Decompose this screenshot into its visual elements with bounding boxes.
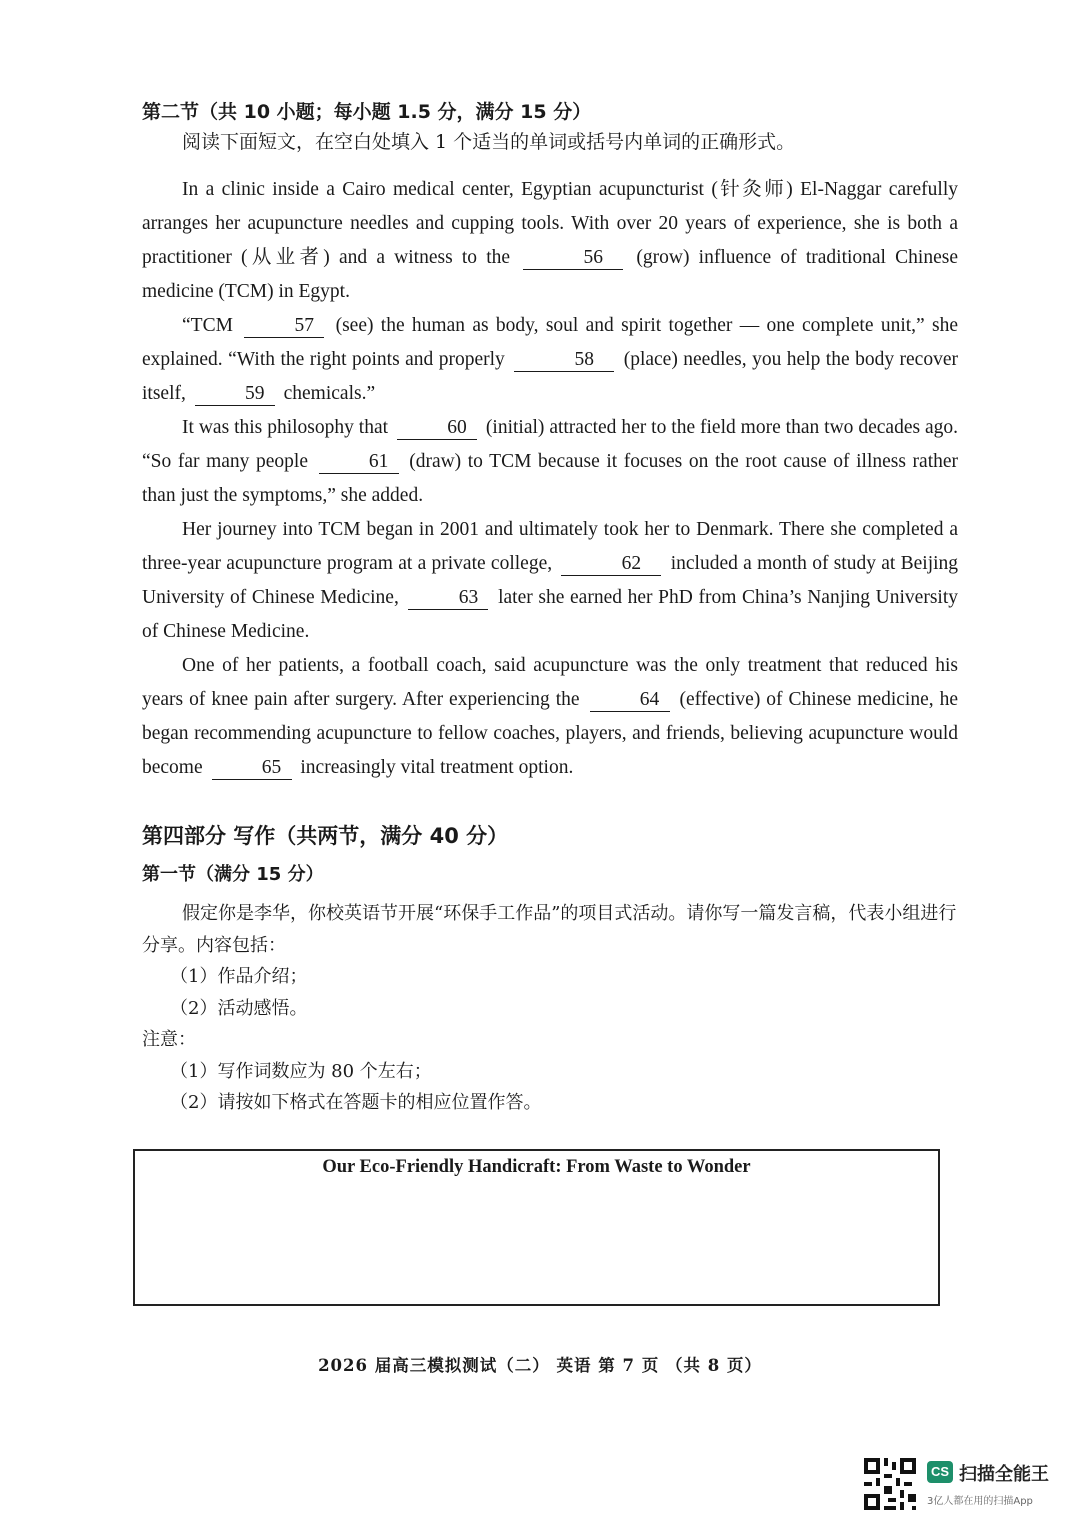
scanner-watermark xyxy=(864,1458,1064,1510)
notes-label: 注意： xyxy=(142,1029,196,1050)
part4-heading: 第四部分 写作（共两节，满分 40 分） xyxy=(142,824,509,848)
passage-text: (grow) influence of traditional Chinese medicine (TCM) in Egypt. xyxy=(142,247,958,302)
blank-57: 57 xyxy=(244,315,324,338)
page-footer: 2026 届高三模拟测试（二） 英语 第 7 页 （共 8 页） xyxy=(318,1356,762,1375)
blank-58: 58 xyxy=(514,349,614,372)
passage-text: In a clinic inside a Cairo medical center, Egyptian acupuncturist (针灸师) El-Naggar carefully arranges her acupuncture needles and cupping tools. With over 20 years of experience, she is both a practitioner (从业者) and a witness to the xyxy=(142,179,958,268)
scanner-tagline: 3亿人都在用的扫描App xyxy=(927,1496,1033,1507)
writing-task xyxy=(142,898,958,1119)
passage-text: It was this philosophy that xyxy=(182,417,389,438)
blank-65: 65 xyxy=(212,757,292,780)
note-item-1: （1）写作词数应为 80 个左右； xyxy=(170,1060,432,1082)
blank-56: 56 xyxy=(523,247,623,270)
passage-text: later she earned her PhD from China’s Nanjing University of Chinese Medicine. xyxy=(142,587,959,642)
qr-code-icon xyxy=(864,1458,916,1510)
passage-text: (draw) to TCM because it focuses on the root cause of illness rather than just the symptoms,” she added. xyxy=(142,451,959,506)
camscanner-logo: CS xyxy=(927,1461,953,1483)
part4-subheading: 第一节（满分 15 分） xyxy=(142,864,324,885)
passage-text: (see) the human as body, soul and spirit together — one complete unit,” she explained. “With the right points and properly xyxy=(142,315,959,370)
section-heading: 第二节（共 10 小题；每小题 1.5 分，满分 15 分） xyxy=(142,101,592,123)
passage-text: included a month of study at Beijing University of Chinese Medicine, xyxy=(142,553,959,608)
passage-text: (effective) of Chinese medicine, he began recommending acupuncture to fellow coaches, players, and friends, believing acupuncture would become xyxy=(142,689,958,778)
passage-text: (initial) attracted her to the field more than two decades ago. “So far many people xyxy=(142,417,959,472)
blank-63: 63 xyxy=(408,587,488,610)
blank-60: 60 xyxy=(397,417,477,440)
task-description: 假定你是李华，你校英语节开展“环保手工作品”的项目式活动。请你写一篇发言稿，代表小组进行分享。内容包括： xyxy=(142,903,957,956)
passage-paragraph-2 xyxy=(142,309,958,411)
blank-59: 59 xyxy=(195,383,275,406)
blank-62: 62 xyxy=(561,553,661,576)
task-item-2: （2）活动感悟。 xyxy=(170,997,308,1019)
passage-text: chemicals.” xyxy=(283,383,376,404)
blank-64: 64 xyxy=(590,689,670,712)
passage-text: (place) needles, you help the body recover itself, xyxy=(142,349,958,404)
passage-text: increasingly vital treatment option. xyxy=(300,757,574,778)
task-item-1: （1）作品介绍； xyxy=(170,966,308,987)
passage-paragraph-5 xyxy=(142,649,958,785)
passage-text: Her journey into TCM began in 2001 and ultimately took her to Denmark. There she completed a three-year acupuncture program at a private college, xyxy=(142,519,958,574)
passage-paragraph-3 xyxy=(142,411,958,513)
scanner-app-name: 扫描全能王 xyxy=(959,1464,1049,1485)
answer-box-title: Our Eco-Friendly Handicraft: From Waste to Wonder xyxy=(322,1157,751,1177)
note-item-2: （2）请按如下格式在答题卡的相应位置作答。 xyxy=(170,1092,542,1113)
passage-paragraph-4 xyxy=(142,513,958,649)
passage-text: “TCM xyxy=(182,315,233,336)
reading-passage xyxy=(142,173,958,785)
passage-text: One of her patients, a football coach, said acupuncture was the only treatment that reduced his years of knee pain after surgery. After experiencing the xyxy=(142,655,958,710)
answer-box xyxy=(133,1149,940,1306)
section-instruction: 阅读下面短文，在空白处填入 1 个适当的单词或括号内单词的正确形式。 xyxy=(182,131,796,153)
blank-61: 61 xyxy=(319,451,399,474)
passage-paragraph-1 xyxy=(142,173,958,309)
